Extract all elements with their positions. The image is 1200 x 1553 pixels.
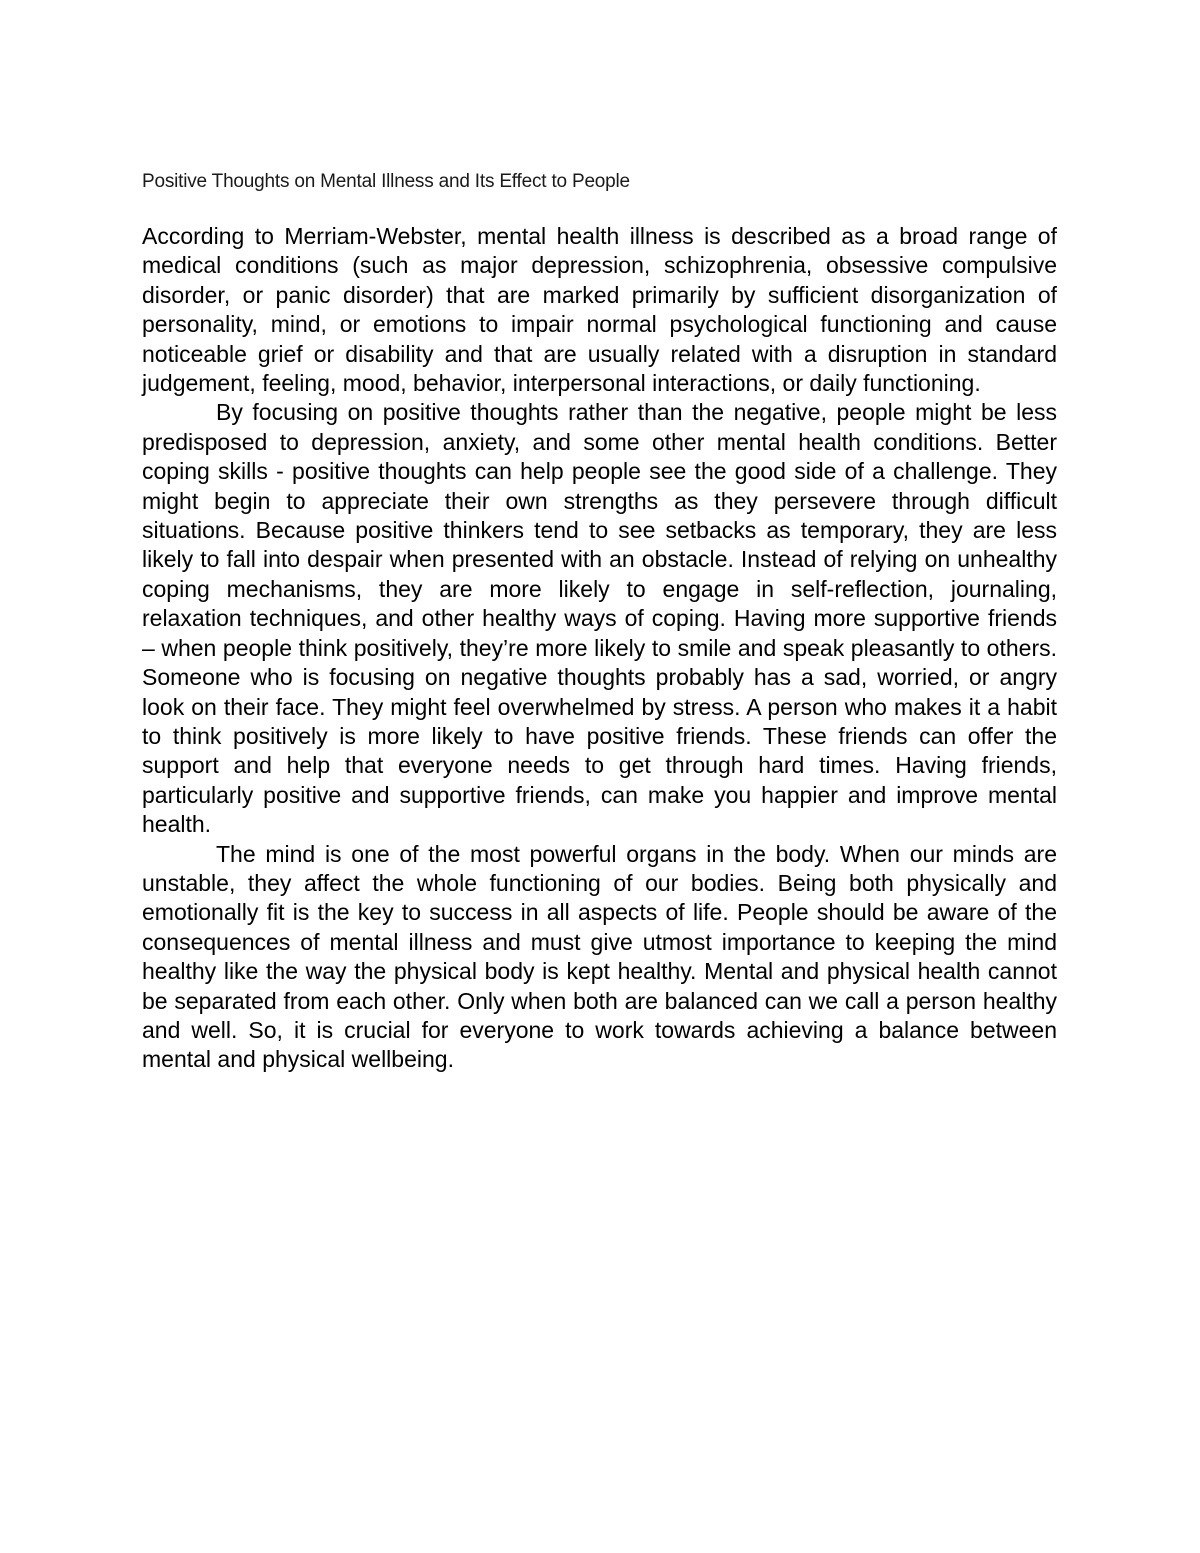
paragraph-1: According to Merriam-Webster, mental health illness is described as a broad range of medical conditions (such as major depression, schizophrenia, obsessive compulsive disorder, or panic disorder) that are marked primarily by sufficient disorganization of personality, mind, or emotions to impair normal psychological functioning and cause noticeable grief or disability and that are usually related with a disruption in standard judgement, feeling, mood, behavior, interpersonal interactions, or daily functioning. [142, 223, 1057, 397]
document-body [142, 222, 1057, 1075]
paragraph-3: The mind is one of the most powerful organs in the body. When our minds are unstable, they affect the whole functioning of our bodies. Being both physically and emotionally fit is the key to success in all aspects of life. People should be aware of the consequences of mental illness and must give utmost importance to keeping the mind healthy like the way the physical body is kept healthy. Mental and physical health cannot be separated from each other. Only when both are balanced can we call a person healthy and well. So, it is crucial for everyone to work towards achieving a balance between mental and physical wellbeing. [142, 840, 1057, 1073]
paragraph-2: By focusing on positive thoughts rather than the negative, people might be less predisposed to depression, anxiety, and some other mental health conditions. Better coping skills - positive thoughts can help people see the good side of a challenge. They might begin to appreciate their own strengths as they persevere through difficult situations. Because positive thinkers tend to see setbacks as temporary, they are less likely to fall into despair when presented with an obstacle. Instead of relying on unhealthy coping mechanisms, they are more likely to engage in self-reflection, journaling, relaxation techniques, and other healthy ways of coping. Having more supportive friends – when people think positively, they’re more likely to smile and speak pleasantly to others. Someone who is focusing on negative thoughts probably has a sad, worried, or angry look on their face. They might feel overwhelmed by stress. A person who makes it a habit to think positively is more likely to have positive friends. These friends can offer the support and help that everyone needs to get through hard times. Having friends, particularly positive and supportive friends, can make you happier and improve mental health. [142, 399, 1057, 838]
document-title: Positive Thoughts on Mental Illness and Its Effect to People [142, 171, 630, 192]
